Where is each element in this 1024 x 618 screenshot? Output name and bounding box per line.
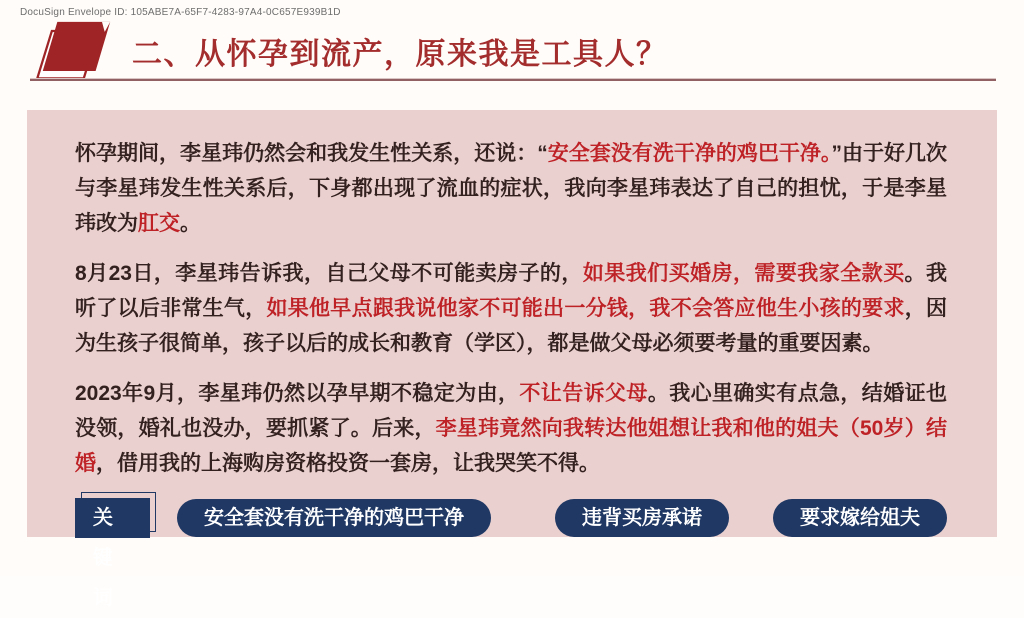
body-text: 怀孕期间，李星玮仍然会和我发生性关系，还说：“ <box>75 142 548 165</box>
keyword-badge <box>75 498 150 609</box>
content-panel <box>27 110 997 609</box>
title-divider <box>30 78 996 81</box>
highlighted-text: 肛交 <box>138 212 180 235</box>
body-text: 。我听了以后非常生气， <box>75 262 947 320</box>
highlighted-text: 安全套没有洗干净的鸡巴干净。 <box>547 142 832 165</box>
body-text: 。我心里确实有点急，结婚证也没领，婚礼也没办，要抓紧了。后来， <box>75 382 948 440</box>
keyword-tag: 违背买房承诺 <box>555 499 729 537</box>
highlighted-text: 如果他早点跟我说他家不可能出一分钱，我不会答应他生小孩的要求 <box>266 297 905 320</box>
page-title: 二、从怀孕到流产，原来我是工具人？ <box>132 38 668 71</box>
keyword-row <box>75 498 947 609</box>
body-text: ，借用我的上海购房资格投资一套房，让我哭笑不得。 <box>96 452 600 475</box>
highlighted-text: 不让告诉父母 <box>519 382 648 405</box>
body-text: ”由于好几次与李星玮发生性关系后，下身都出现了流血的症状，我向李星玮表达了自己的担忧，于是李星玮改为 <box>75 142 948 235</box>
paragraph <box>75 136 947 241</box>
keyword-tag: 要求嫁给姐夫 <box>773 499 947 537</box>
content-paragraphs <box>75 136 947 481</box>
body-text: 。 <box>180 212 201 235</box>
book-icon <box>30 20 112 82</box>
paragraph <box>75 376 947 481</box>
body-text: ，因为生孩子很简单，孩子以后的成长和教育（学区），都是做父母必须要考量的重要因素。 <box>75 297 948 355</box>
docusign-envelope-id: DocuSign Envelope ID: 105ABE7A-65F7-4283-97A4-0C657E939B1D <box>20 7 341 18</box>
keyword-tag: 安全套没有洗干净的鸡巴干净 <box>177 499 491 537</box>
paragraph <box>75 256 947 361</box>
title-row <box>30 20 994 82</box>
highlighted-text: 如果我们买婚房，需要我家全款买 <box>582 262 905 285</box>
body-text: 8月23日，李星玮告诉我，自己父母不可能卖房子的， <box>75 262 583 285</box>
body-text: 2023年9月，李星玮仍然以孕早期不稳定为由， <box>75 382 520 405</box>
highlighted-text: 李星玮竟然向我转达他姐想让我和他的姐夫（50岁）结婚 <box>75 417 947 475</box>
keyword-badge-label: 关键词 <box>93 507 113 609</box>
